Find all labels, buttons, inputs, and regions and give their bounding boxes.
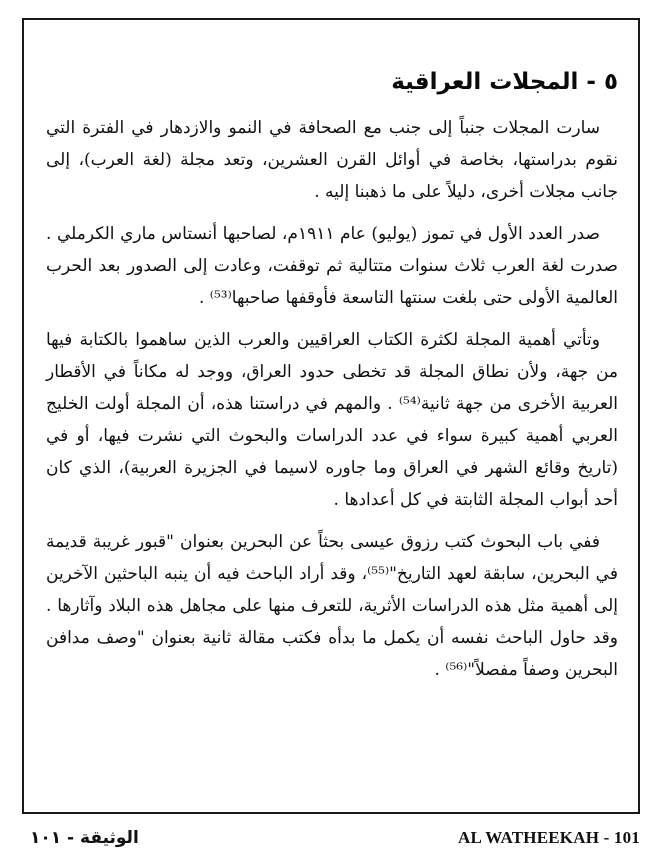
paragraph-1: سارت المجلات جنباً إلى جنب مع الصحافة في النمو والازدهار في الفترة التي نقوم بدراستها، بخاصة في أوائل القرن العشرين، وتعد مجلة (لغة العرب)، إلى جانب مجلات أخرى، دليلاً على ما ذهبنا إليه .	[46, 118, 618, 202]
paragraph-4: ففي باب البحوث كتب رزوق عيسى بحثاً عن البحرين بعنوان "قبور غريبة قديمة في البحرين، سابقة لعهد التاريخ"⁽⁵⁵⁾، وقد أراد الباحث فيه أن ينبه الباحثين الآخرين إلى أهمية مثل هذه الدراسات الأثرية، للتعرف منها على مجاهل هذه البلاد وآثارها . وقد حاول الباحث نفسه أن يكمل ما بدأه فكتب مقالة ثانية بعنوان "وصف مدافن البحرين وصفاً مفصلاً"⁽⁵⁶⁾ .	[46, 532, 618, 680]
article-body	[46, 62, 618, 696]
footer-english-page-label: AL WATHEEKAH - 101	[458, 828, 640, 847]
section-heading: ٥ - المجلات العراقية	[391, 69, 618, 95]
paragraph-3: وتأتي أهمية المجلة لكثرة الكتاب العراقيين والعرب الذين ساهموا بالكتابة فيها من جهة، ولأن نطاق المجلة قد تخطى حدود العراق، ووجد له مكاناً في الأقطار العربية الأخرى من جهة ثانية⁽⁵⁴⁾ . والمهم في دراستنا هذه، أن المجلة أولت الخليج العربي أهمية كبيرة سواء في عدد الدراسات والبحوث التي نشرت فيها، أو في (تاريخ وقائع الشهر في العراق وما جاوره لاسيما في الجزيرة العربية)، الذي كان أحد أبواب المجلة الثابتة في كل أعدادها .	[46, 330, 618, 510]
footer-arabic-page-label: الوثيقة - ١٠١	[30, 828, 139, 848]
paragraph-2: صدر العدد الأول في تموز (يوليو) عام ١٩١١م، لصاحبها أنستاس ماري الكرملي . صدرت لغة العرب ثلاث سنوات متتالية ثم توقفت، وعادت إلى الصدور بعد الحرب العالمية الأولى حتى بلغت سنتها التاسعة فأوقفها صاحبها⁽⁵³⁾ .	[46, 224, 618, 308]
